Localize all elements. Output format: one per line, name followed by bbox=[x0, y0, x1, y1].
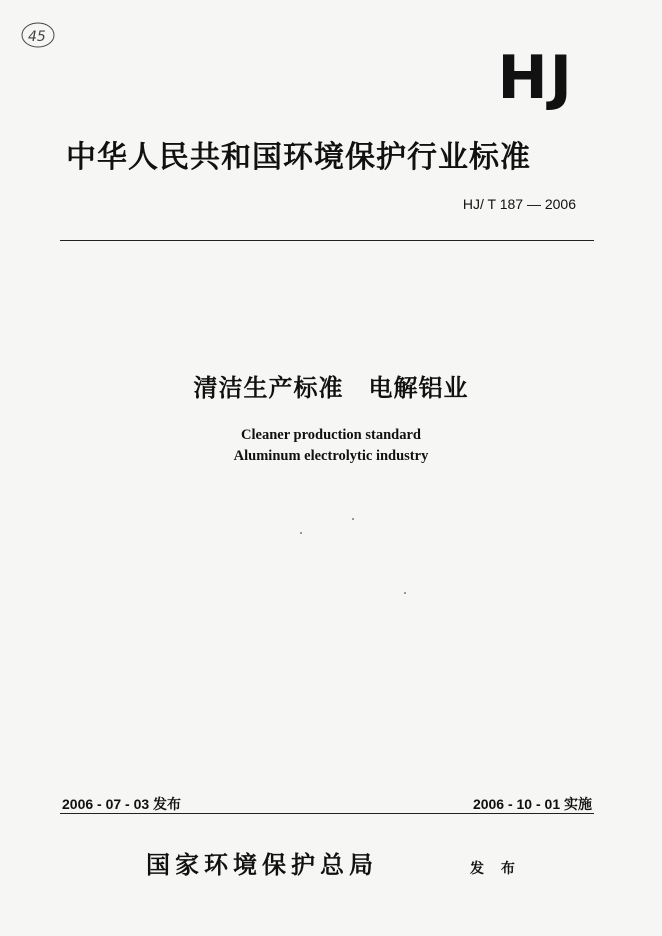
svg-text:45: 45 bbox=[28, 29, 46, 45]
issuing-authority: 国家环境保护总局 bbox=[146, 850, 378, 879]
footer-divider bbox=[60, 813, 594, 814]
scan-speck bbox=[352, 518, 354, 520]
document-title-en-line1: Cleaner production standard bbox=[241, 427, 421, 443]
scan-speck bbox=[404, 592, 406, 594]
publish-label: 发 布 bbox=[470, 861, 521, 877]
hj-logo: HJ bbox=[497, 43, 574, 113]
document-title-zh: 清洁生产标准 电解铝业 bbox=[193, 374, 469, 402]
document-title-en-line2: Aluminum electrolytic industry bbox=[233, 448, 429, 464]
issue-date: 2006 - 07 - 03 发布 bbox=[62, 796, 182, 812]
standard-number: HJ/ T 187 — 2006 bbox=[462, 196, 576, 212]
standard-category-title: 中华人民共和国环境保护行业标准 bbox=[66, 140, 531, 175]
handwritten-page-mark bbox=[20, 20, 56, 50]
header-divider bbox=[60, 240, 594, 241]
effective-date: 2006 - 10 - 01 实施 bbox=[472, 796, 592, 812]
scan-speck bbox=[300, 532, 302, 534]
